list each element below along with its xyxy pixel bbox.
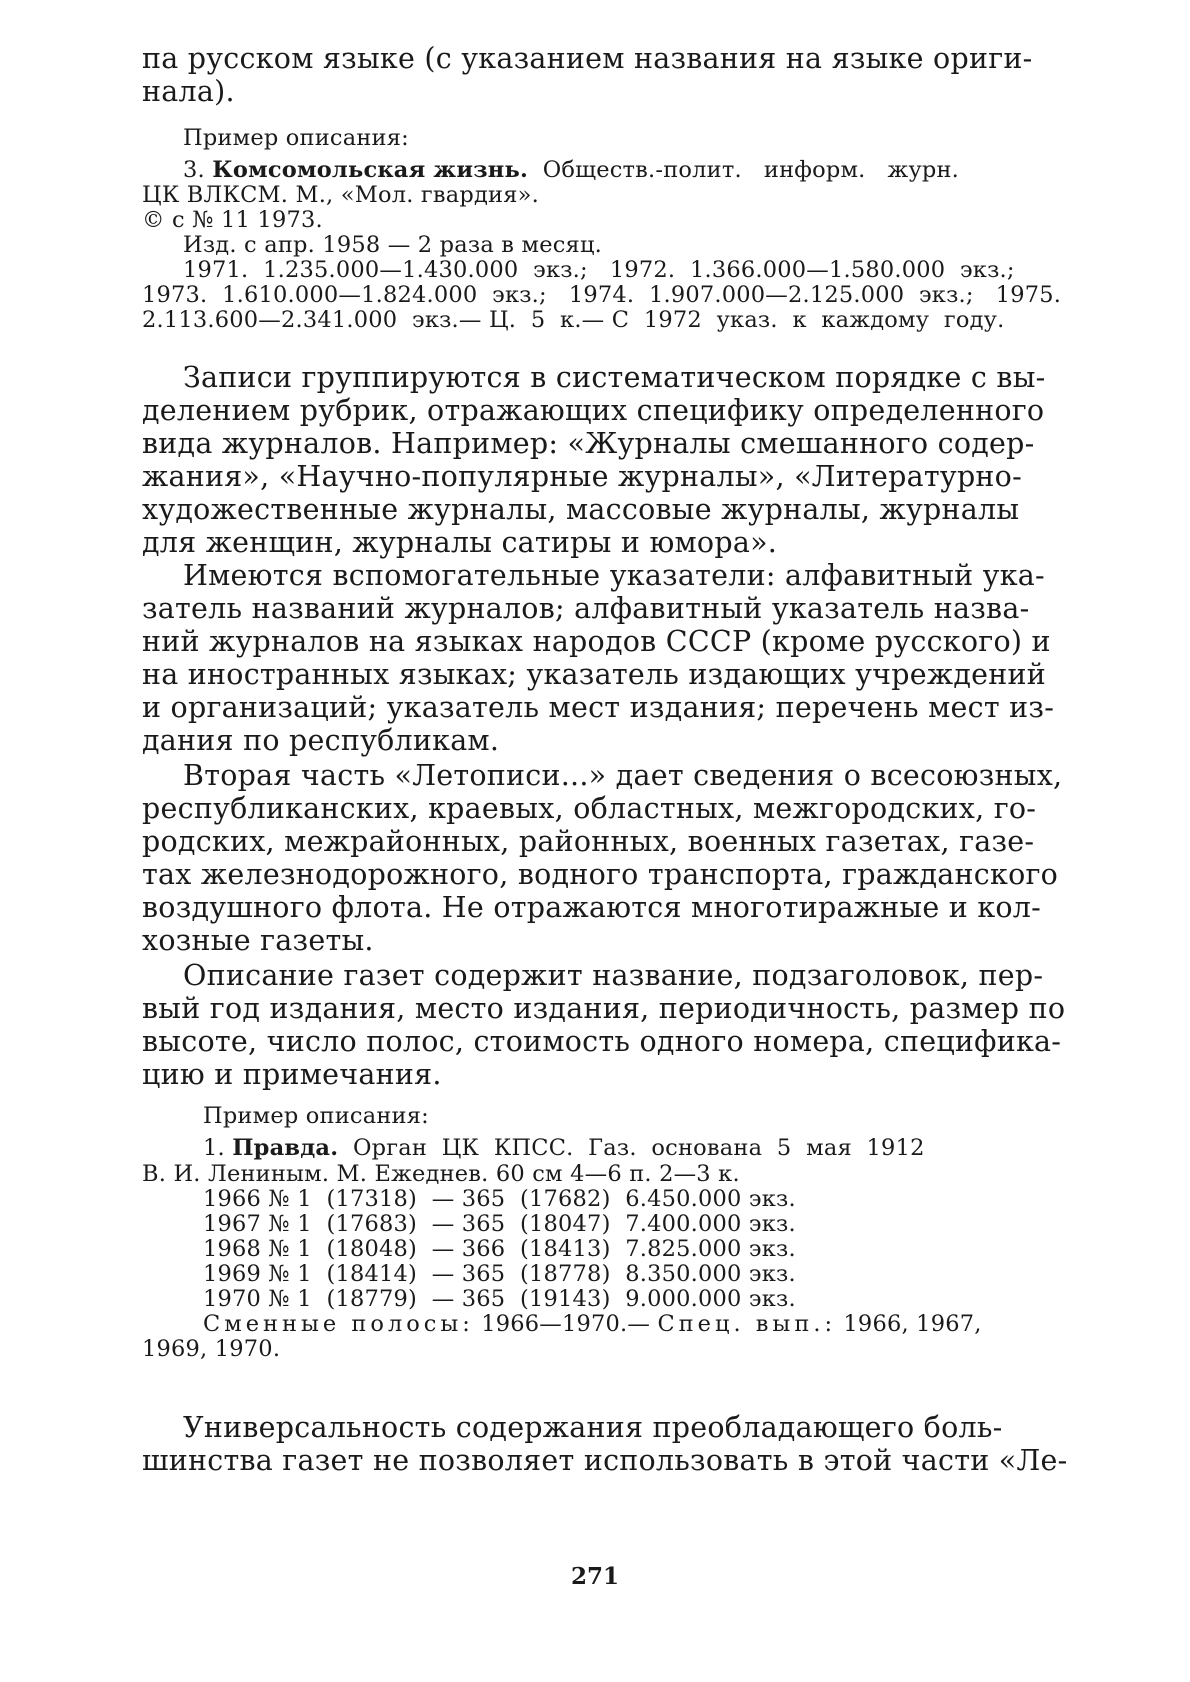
text-line: Записи группируются в систематическом порядке с вы- bbox=[183, 361, 1046, 394]
circulation-row: 1967 № 1 (17683) — 365 (18047) 7.400.000 экз. bbox=[203, 1211, 796, 1237]
text-line: художественные журналы, массовые журналы, журналы bbox=[142, 493, 1020, 526]
text-line: затель названий журналов; алфавитный указатель назва- bbox=[142, 592, 1030, 625]
text-line: Описание газет содержит название, подзаголовок, пер- bbox=[183, 959, 1044, 992]
copyright-line: © с № 11 1973. bbox=[142, 207, 323, 233]
text-line: для женщин, журналы сатиры и юмора». bbox=[142, 526, 778, 559]
text-line: хозные газеты. bbox=[142, 924, 374, 957]
entry-title: Правда. bbox=[232, 1135, 339, 1161]
text-line: воздушного флота. Не отражаются многотиражные и кол- bbox=[142, 891, 1042, 924]
entry-rest: Орган ЦК КПСС. Газ. основана 5 мая 1912 bbox=[352, 1135, 925, 1161]
example-line: 2.113.600—2.341.000 экз.— Ц. 5 к.— С 1972 указ. к каждому году. bbox=[142, 307, 1005, 333]
text-line: нала). bbox=[142, 75, 235, 108]
text-line: шинства газет не позволяет использовать в этой части «Ле- bbox=[142, 1444, 1068, 1477]
note-text: 1966—1970.— bbox=[473, 1311, 658, 1337]
text-line: жания», «Научно-популярные журналы», «Литературно- bbox=[142, 460, 1022, 493]
note-label: Сменные полосы: bbox=[203, 1311, 474, 1337]
example-line: Изд. с апр. 1958 — 2 раза в месяц. bbox=[183, 232, 602, 258]
example-entry-line bbox=[203, 1137, 925, 1160]
note-label: Спец. вып.: bbox=[657, 1311, 837, 1337]
entry-title: Комсомольская жизнь. bbox=[212, 157, 528, 183]
text-line: родских, межрайонных, районных, военных газетах, газе- bbox=[142, 825, 1035, 858]
example-line: ЦК ВЛКСМ. М., «Мол. гвардия». bbox=[142, 182, 539, 208]
example-heading: Пример описания: bbox=[203, 1103, 429, 1129]
example-heading: Пример описания: bbox=[183, 125, 409, 151]
example-entry-line bbox=[183, 159, 959, 182]
text-line: и организаций; указатель мест издания; перечень мест из- bbox=[142, 691, 1055, 724]
example-line: 1973. 1.610.000—1.824.000 экз.; 1974. 1.907.000—2.125.000 экз.; 1975. bbox=[142, 282, 1062, 308]
text-line: высоте, число полос, стоимость одного номера, специфика- bbox=[142, 1025, 1062, 1058]
entry-number: 1. bbox=[203, 1135, 225, 1161]
entry-number: 3. bbox=[183, 157, 205, 183]
text-line: вый год издания, место издания, периодичность, размер по bbox=[142, 992, 1066, 1025]
text-line: Имеются вспомогательные указатели: алфавитный ука- bbox=[183, 559, 1045, 592]
text-line: па русском языке (с указанием названия на языке ориги- bbox=[142, 42, 1033, 75]
text-line: Вторая часть «Летописи...» дает сведения о всесоюзных, bbox=[183, 759, 1063, 792]
circulation-row: 1970 № 1 (18779) — 365 (19143) 9.000.000 экз. bbox=[203, 1286, 796, 1312]
text-line: дания по республикам. bbox=[142, 724, 500, 757]
note-text: 1966, 1967, bbox=[836, 1311, 982, 1337]
circulation-row: 1966 № 1 (17318) — 365 (17682) 6.450.000 экз. bbox=[203, 1186, 796, 1212]
text-line: тах железнодорожного, водного транспорта, гражданского bbox=[142, 858, 1059, 891]
text-line: республиканских, краевых, областных, межгородских, го- bbox=[142, 792, 1037, 825]
entry-rest: Обществ.-полит. информ. журн. bbox=[542, 157, 960, 183]
circulation-row: 1968 № 1 (18048) — 366 (18413) 7.825.000 экз. bbox=[203, 1236, 796, 1262]
example-line: В. И. Лениным. М. Ежеднев. 60 см 4—6 п. 2—3 к. bbox=[142, 1161, 740, 1187]
text-line: делением рубрик, отражающих специфику определенного bbox=[142, 394, 1045, 427]
example-line: 1971. 1.235.000—1.430.000 экз.; 1972. 1.366.000—1.580.000 экз.; bbox=[183, 257, 1015, 283]
notes-line: 1969, 1970. bbox=[142, 1336, 281, 1362]
text-line: вида журналов. Например: «Журналы смешанного содер- bbox=[142, 427, 1035, 460]
text-line: цию и примечания. bbox=[142, 1058, 442, 1091]
circulation-row: 1969 № 1 (18414) — 365 (18778) 8.350.000 экз. bbox=[203, 1261, 796, 1287]
text-line: Универсальность содержания преобладающего боль- bbox=[183, 1411, 1003, 1444]
notes-line bbox=[203, 1313, 982, 1336]
text-line: на иностранных языках; указатель издающих учреждений bbox=[142, 658, 1046, 691]
text-line: ний журналов на языках народов СССР (кроме русского) и bbox=[142, 625, 1051, 658]
page-number: 271 bbox=[570, 1563, 619, 1590]
